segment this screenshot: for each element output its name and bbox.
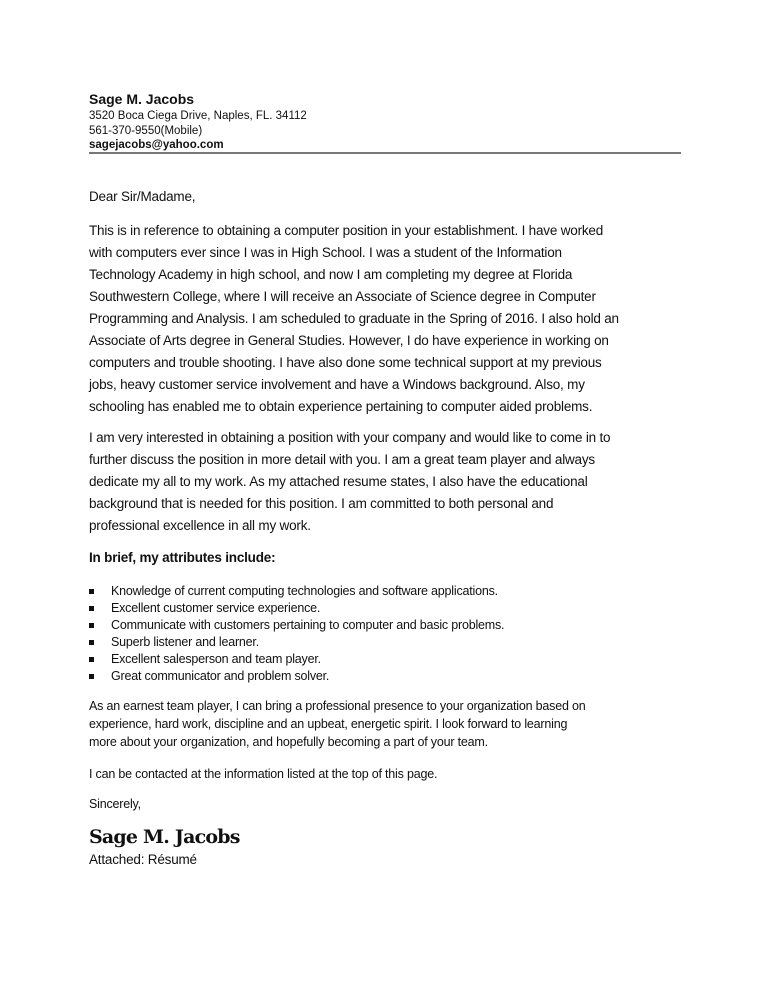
bullet-icon bbox=[89, 657, 94, 662]
closing: Sincerely, bbox=[89, 797, 141, 811]
header-divider bbox=[89, 152, 681, 154]
salutation: Dear Sir/Madame, bbox=[89, 189, 196, 204]
text-line: professional excellence in all my work. bbox=[89, 518, 311, 533]
list-item bbox=[89, 669, 329, 683]
list-item bbox=[89, 635, 259, 649]
bullet-icon bbox=[89, 606, 94, 611]
text-line: Associate of Arts degree in General Studies. However, I do have experience in working on bbox=[89, 333, 609, 348]
list-item-text: Superb listener and learner. bbox=[111, 635, 259, 649]
list-item-text: Excellent salesperson and team player. bbox=[111, 652, 321, 666]
bullet-icon bbox=[89, 674, 94, 679]
list-item-text: Knowledge of current computing technologies and software applications. bbox=[111, 584, 498, 598]
text-line: experience, hard work, discipline and an upbeat, energetic spirit. I look forward to learning bbox=[89, 717, 568, 731]
text-line: Southwestern College, where I will receive an Associate of Science degree in Computer bbox=[89, 289, 596, 304]
bullet-icon bbox=[89, 589, 94, 594]
contact-line: I can be contacted at the information listed at the top of this page. bbox=[89, 767, 438, 781]
text-line: jobs, heavy customer service involvement and have a Windows background. Also, my bbox=[89, 377, 585, 392]
text-line: As an earnest team player, I can bring a professional presence to your organization based on bbox=[89, 699, 586, 713]
bullet-icon bbox=[89, 623, 94, 628]
text-line: further discuss the position in more detail with you. I am a great team player and always bbox=[89, 452, 595, 467]
text-line: Programming and Analysis. I am scheduled to graduate in the Spring of 2016. I also hold an bbox=[89, 311, 619, 326]
attributes-heading: In brief, my attributes include: bbox=[89, 550, 276, 565]
text-line: This is in reference to obtaining a computer position in your establishment. I have worked bbox=[89, 223, 604, 238]
text-line: schooling has enabled me to obtain experience pertaining to computer aided problems. bbox=[89, 399, 593, 414]
list-item bbox=[89, 584, 498, 598]
header-name: Sage M. Jacobs bbox=[89, 91, 195, 107]
text-line: more about your organization, and hopefully becoming a part of your team. bbox=[89, 735, 488, 749]
text-line: computers and trouble shooting. I have also done some technical support at my previous bbox=[89, 355, 602, 370]
list-item bbox=[89, 652, 321, 666]
signature: Sage M. Jacobs bbox=[89, 826, 240, 848]
text-line: Technology Academy in high school, and now I am completing my degree at Florida bbox=[89, 267, 573, 282]
header-phone: 561-370-9550(Mobile) bbox=[89, 125, 203, 137]
text-line: with computers ever since I was in High School. I was a student of the Information bbox=[89, 245, 562, 260]
list-item bbox=[89, 618, 504, 632]
list-item bbox=[89, 601, 320, 615]
text-line: I am very interested in obtaining a position with your company and would like to come in to bbox=[89, 430, 611, 445]
attached-note: Attached: Résumé bbox=[89, 852, 197, 867]
bullet-icon bbox=[89, 640, 94, 645]
list-item-text: Communicate with customers pertaining to computer and basic problems. bbox=[111, 618, 505, 632]
text-line: background that is needed for this position. I am committed to both personal and bbox=[89, 496, 554, 511]
header-email: sagejacobs@yahoo.com bbox=[89, 139, 224, 151]
list-item-text: Great communicator and problem solver. bbox=[111, 669, 330, 683]
list-item-text: Excellent customer service experience. bbox=[111, 601, 321, 615]
header-address: 3520 Boca Ciega Drive, Naples, FL. 34112 bbox=[89, 110, 307, 122]
text-line: dedicate my all to my work. As my attached resume states, I also have the educational bbox=[89, 474, 588, 489]
